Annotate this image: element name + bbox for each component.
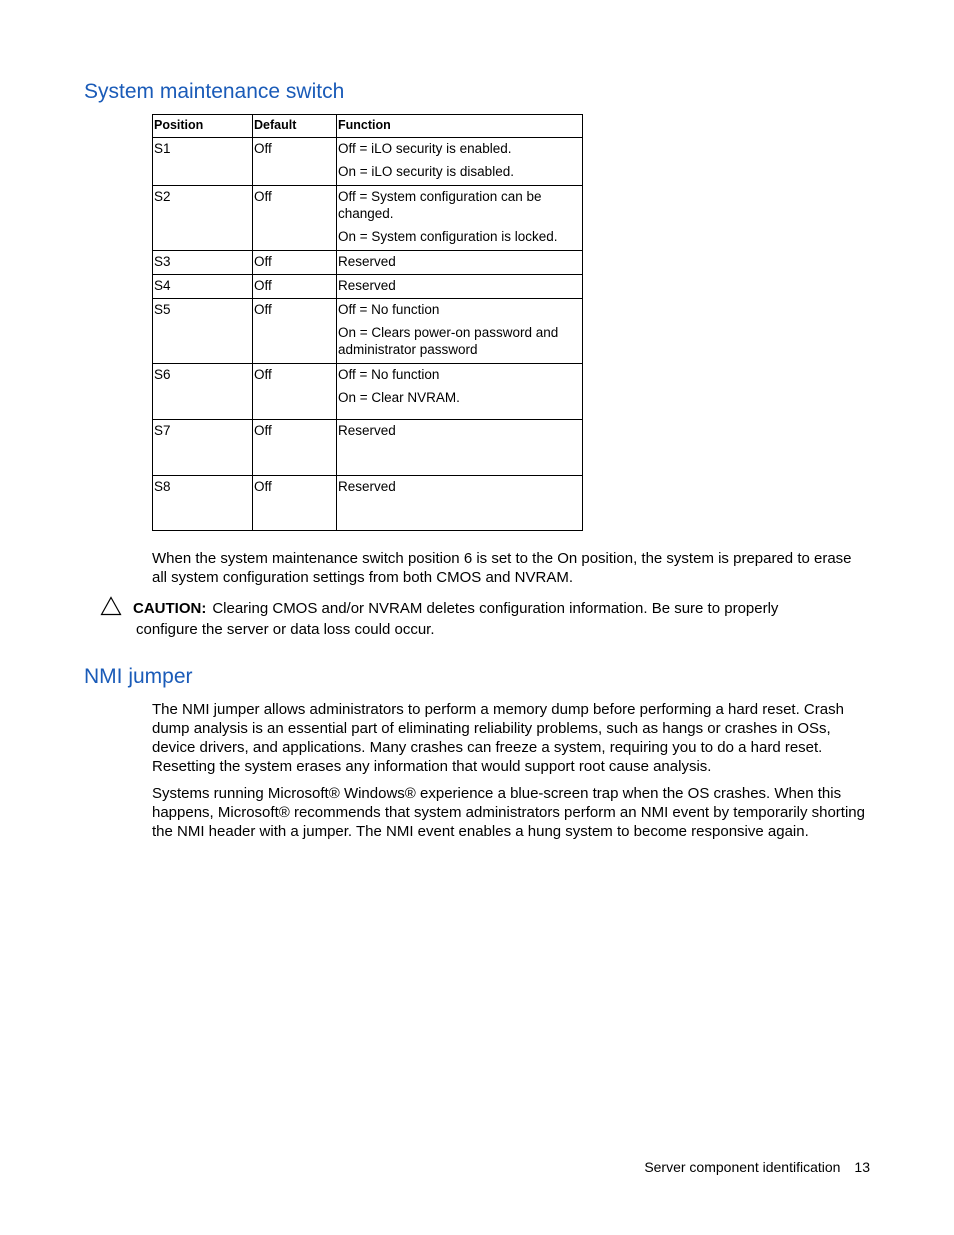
function-line: Reserved bbox=[338, 254, 396, 269]
column-header-position: Position bbox=[153, 115, 253, 138]
cell-default: Off bbox=[253, 476, 337, 531]
table-row bbox=[153, 275, 583, 299]
cell-position: S3 bbox=[153, 251, 253, 275]
cell-function bbox=[337, 186, 583, 251]
cell-function bbox=[337, 364, 583, 420]
caution-message: Clearing CMOS and/or NVRAM deletes configuration information. Be sure to properly bbox=[212, 600, 779, 617]
cell-position: S5 bbox=[153, 299, 253, 364]
cell-position: S4 bbox=[153, 275, 253, 299]
table-row bbox=[153, 251, 583, 275]
table-row bbox=[153, 476, 583, 531]
function-line: Reserved bbox=[338, 278, 396, 293]
cell-position: S7 bbox=[153, 420, 253, 476]
footer-section-name: Server component identification bbox=[644, 1159, 841, 1175]
cell-default: Off bbox=[253, 420, 337, 476]
page-number: 13 bbox=[854, 1159, 870, 1175]
caution-triangle-icon bbox=[100, 596, 122, 616]
function-line: Off = iLO security is enabled. bbox=[338, 141, 512, 156]
function-line: On = Clear NVRAM. bbox=[338, 390, 460, 405]
table-header-row bbox=[153, 115, 583, 138]
cell-function bbox=[337, 251, 583, 275]
table-row bbox=[153, 138, 583, 186]
section-title-system-maintenance-switch: System maintenance switch bbox=[84, 80, 345, 103]
function-line: Off = System configuration can be changed. bbox=[338, 189, 542, 221]
page-footer bbox=[600, 1158, 870, 1176]
cell-function bbox=[337, 299, 583, 364]
section-title-nmi-jumper: NMI jumper bbox=[84, 665, 193, 688]
table-row bbox=[153, 186, 583, 251]
cell-function bbox=[337, 420, 583, 476]
cell-default: Off bbox=[253, 251, 337, 275]
function-line: Off = No function bbox=[338, 367, 440, 382]
function-line: Off = No function bbox=[338, 302, 440, 317]
function-line: Reserved bbox=[338, 423, 396, 438]
function-line: On = System configuration is locked. bbox=[338, 229, 558, 244]
maintenance-switch-table bbox=[152, 114, 583, 531]
table-row bbox=[153, 299, 583, 364]
nmi-paragraph-1: The NMI jumper allows administrators to perform a memory dump before performing a hard reset. Crash dump analysis is an essential part of eliminating reliability problems, such as hangs or crashes in OSs, device drivers, and applications. Many crashes can freeze a system, requiring you to do a hard reset. Resetting the system erases any information that would support root cause analysis. bbox=[152, 701, 844, 775]
nmi-paragraph-2: Systems running Microsoft® Windows® experience a blue-screen trap when the OS crashes. When this happens, Microsoft® recommends that system administrators perform an NMI event by temporarily shorting the NMI header with a jumper. The NMI event enables a hung system to become responsive again. bbox=[152, 785, 865, 840]
cell-position: S8 bbox=[153, 476, 253, 531]
caution-text-line-2: configure the server or data loss could occur. bbox=[136, 621, 435, 638]
cell-default: Off bbox=[253, 299, 337, 364]
cell-position: S6 bbox=[153, 364, 253, 420]
cell-default: Off bbox=[253, 138, 337, 186]
table-row bbox=[153, 364, 583, 420]
function-line: Reserved bbox=[338, 479, 396, 494]
table-row bbox=[153, 420, 583, 476]
column-header-default: Default bbox=[253, 115, 337, 138]
column-header-function: Function bbox=[337, 115, 583, 138]
switch-position-6-note: When the system maintenance switch position 6 is set to the On position, the system is prepared to erase all system configuration settings from both CMOS and NVRAM. bbox=[152, 550, 852, 586]
caution-label: CAUTION: bbox=[133, 600, 207, 617]
cell-function bbox=[337, 476, 583, 531]
cell-position: S1 bbox=[153, 138, 253, 186]
cell-default: Off bbox=[253, 186, 337, 251]
function-line: On = Clears power-on password and administrator password bbox=[338, 325, 559, 357]
cell-function bbox=[337, 138, 583, 186]
cell-default: Off bbox=[253, 364, 337, 420]
caution-text-line-1 bbox=[133, 598, 778, 619]
cell-function bbox=[337, 275, 583, 299]
cell-position: S2 bbox=[153, 186, 253, 251]
function-line: On = iLO security is disabled. bbox=[338, 164, 514, 179]
cell-default: Off bbox=[253, 275, 337, 299]
